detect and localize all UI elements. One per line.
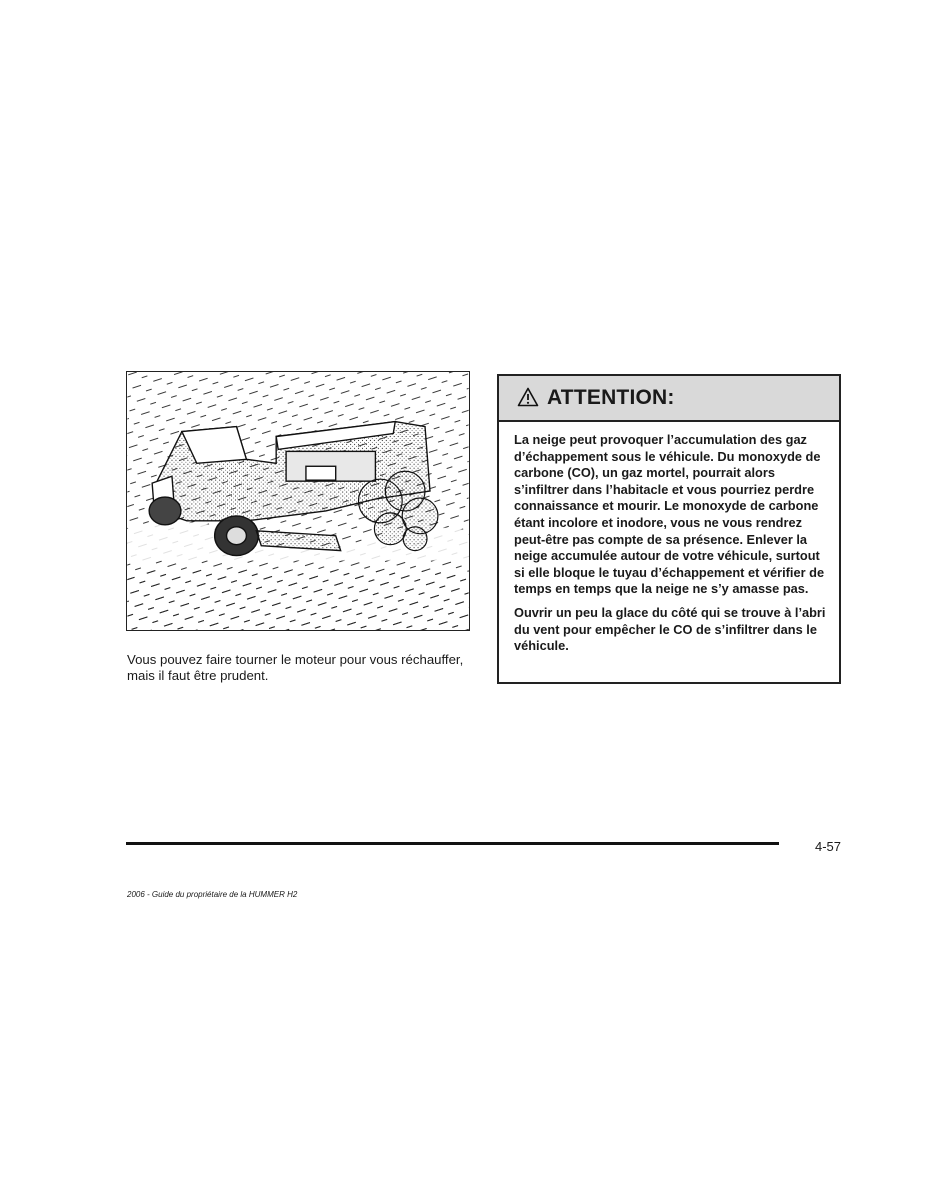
caution-header — [499, 376, 839, 422]
page-number: 4-57 — [815, 839, 842, 854]
caution-body — [499, 422, 839, 655]
caution-title: ATTENTION: — [547, 386, 675, 409]
body-paragraph: Vous pouvez faire tourner le moteur pour vous réchauffer, mais il faut être prudent. — [127, 652, 464, 683]
caution-box — [497, 374, 841, 684]
vehicle-snow-exhaust-drawing — [127, 372, 469, 630]
footer-rule — [126, 842, 779, 845]
footer-text: 2006 - Guide du propriétaire de la HUMMER H2 — [127, 890, 298, 899]
warning-triangle-icon — [517, 387, 539, 407]
caution-paragraph: Ouvrir un peu la glace du côté qui se trouve à l’abri du vent pour empêcher le CO de s’infiltrer dans le véhicule. — [514, 604, 826, 654]
caution-paragraph: La neige peut provoquer l’accumulation des gaz d’échappement sous le véhicule. Du monoxyde de carbone (CO), un gaz mortel, pourrait alors s’infiltrer dans l’habitacle et vous pourriez perdre connaissance et mourir. Le monoxyde de carbone étant incolore et inodore, vous ne vous rendrez peut-être pas compte de sa présence. Enlever la neige accumulée autour de votre véhicule, surtout si elle bloque le tuyau d’échappement et vérifier de temps en temps que la neige ne s’y amasse pas. — [514, 432, 825, 597]
snowbound-vehicle-illustration — [126, 371, 470, 631]
